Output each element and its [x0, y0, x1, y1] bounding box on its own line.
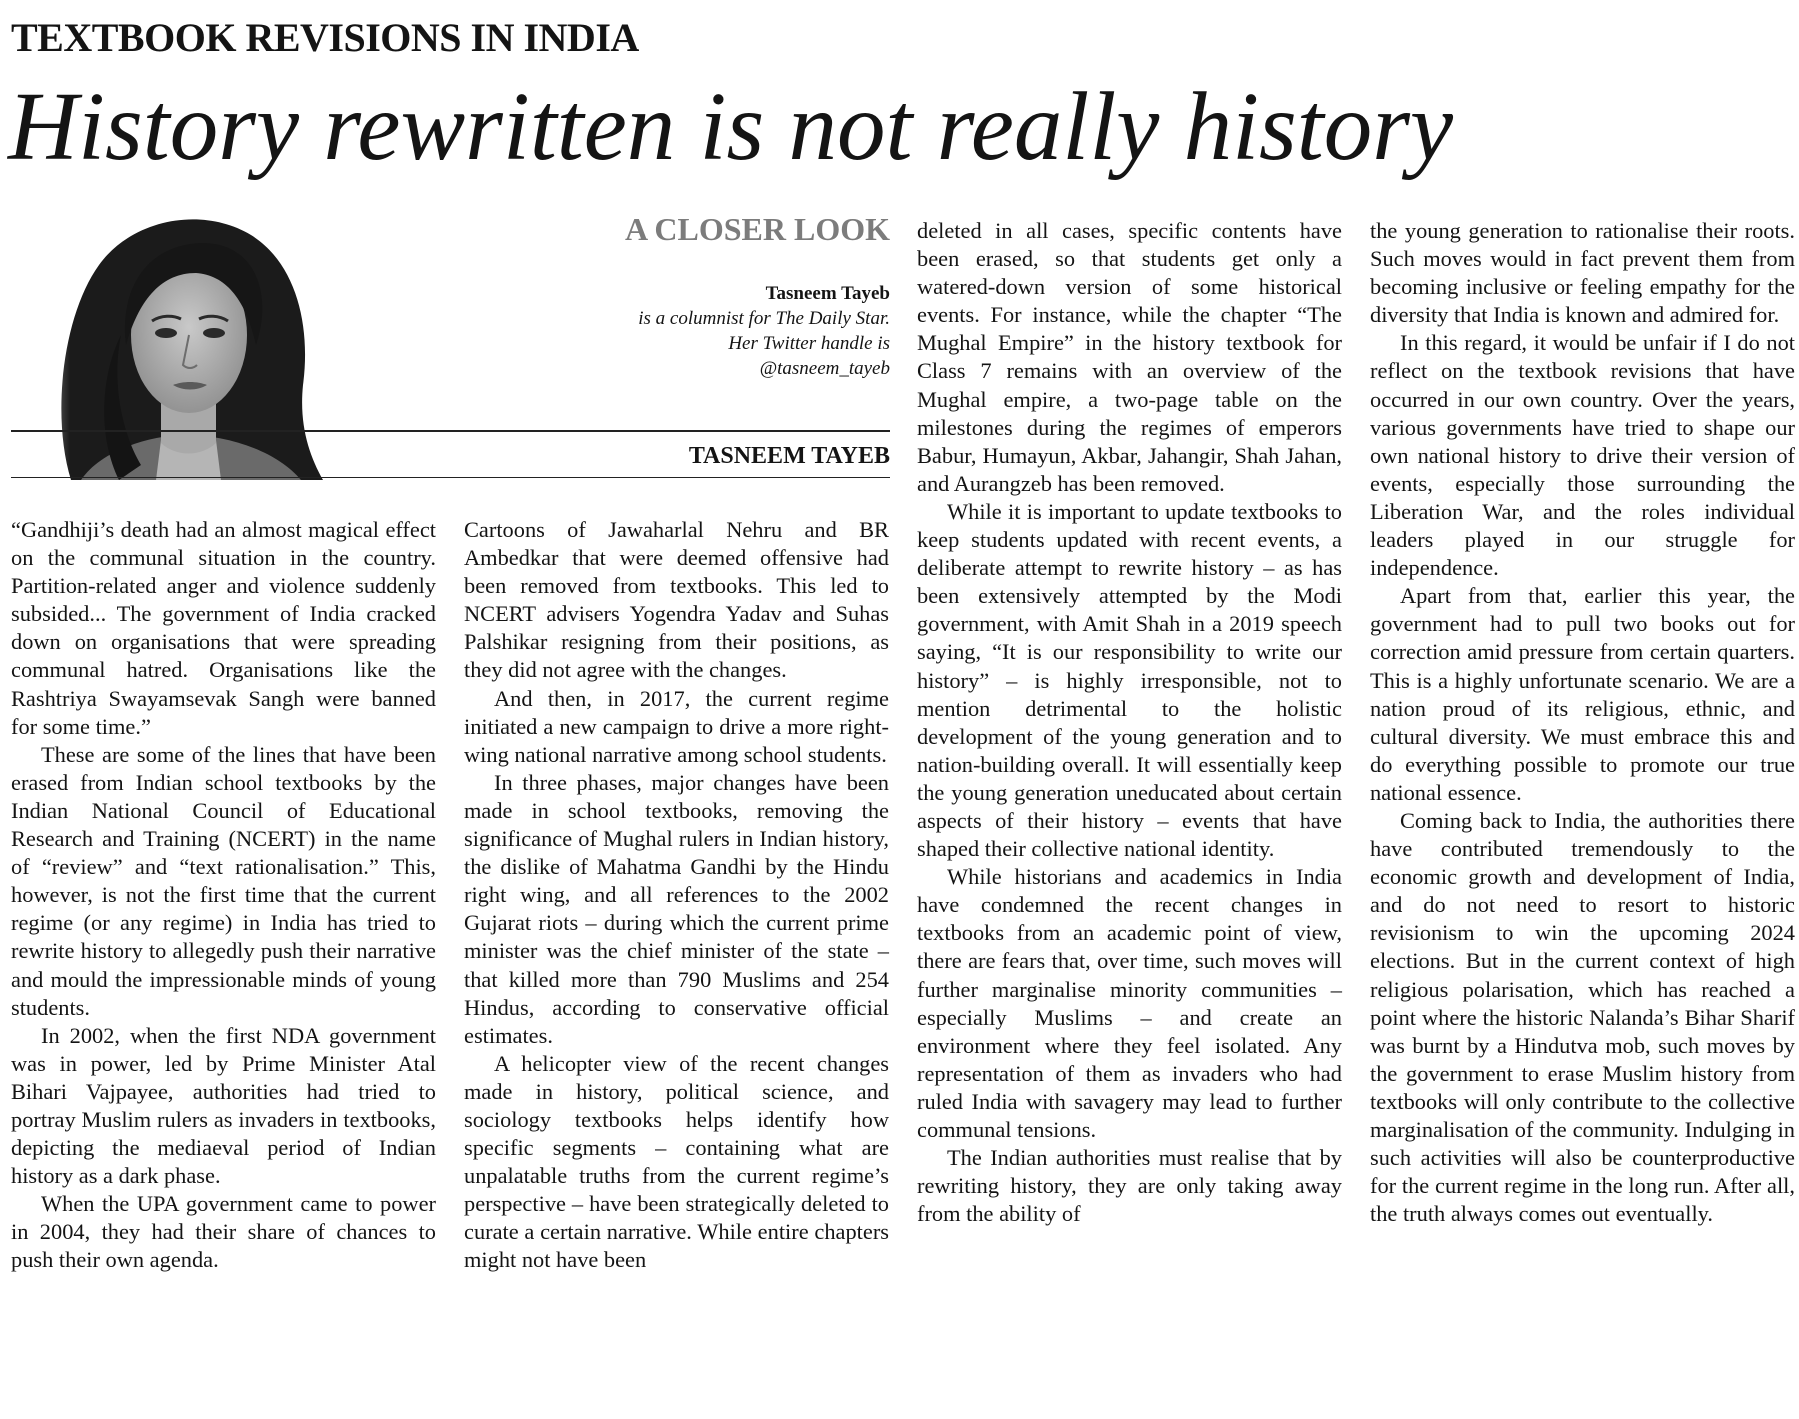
byline-rule-bottom [11, 477, 890, 478]
article-paragraph: In 2002, when the first NDA government was in power, led by Prime Minister Atal Bihari Vajpayee, authorities had tried to portray Muslim rulers as invaders in textbooks, depicting the mediaeval period of Indian history as a dark phase. [11, 1022, 436, 1189]
article-paragraph: In this regard, it would be unfair if I do not reflect on the textbook revisions that have occurred in our own country. Over the years, various governments have tried to shape our own national history to drive their version of events, especially those surrounding the Liberation War, and the roles individual leaders played in our struggle for independence. [1370, 330, 1795, 581]
article-paragraph: While it is important to update textbooks to keep students updated with recent events, a deliberate attempt to rewrite history – as has been extensively attempted by the Modi government, with Amit Shah in a 2019 speech saying, “It is our responsibility to write our history” – is highly irresponsible, not to mention detrimental to the holistic development of the young generation and to nation-building overall. It will essentially keep the young generation uneducated about certain aspects of their history – events that have shaped their collective national identity. [917, 498, 1342, 862]
article-paragraph: And then, in 2017, the current regime initiated a new campaign to drive a more right-wing national narrative among school students. [464, 685, 889, 767]
article-paragraph: Coming back to India, the authorities there have contributed tremendously to the economic growth and development of India, and do not need to resort to historic revisionism to win the upcoming 2024 elections. But in the current context of high religious polarisation, which has reached a point where the historic Nalanda’s Bihar Sharif was burnt by a Hindutva mob, such moves by the government to erase Muslim history from textbooks will only contribute to the collective marginalisation of the community. Indulging in such activities will also be counterproductive for the current regime in the long run. After all, the truth always comes out eventually. [1370, 807, 1795, 1227]
headline: History rewritten is not really history [8, 73, 1454, 180]
article-paragraph: Cartoons of Jawaharlal Nehru and BR Ambedkar that were deemed offensive had been removed from textbooks. This led to NCERT advisers Yogendra Yadav and Suhas Palshikar resigning from their positions, as they did not agree with the changes. [464, 517, 889, 683]
article-paragraph: These are some of the lines that have been erased from Indian school textbooks by the Indian National Council of Educational Research and Training (NCERT) in the name of “review” and “text rationalisation.” This, however, is not the first time that the current regime (or any regime) in India has tried to rewrite history to allegedly push their narrative and mould the impressionable minds of young students. [11, 741, 436, 1020]
article-paragraph: the young generation to rationalise their roots. Such moves would in fact prevent them from becoming inclusive or feeling empathy for the diversity that India is known and admired for. [1370, 218, 1795, 328]
article-column-4 [1370, 217, 1795, 1228]
article-column-1 [11, 516, 436, 1275]
author-bio [638, 281, 890, 381]
bio-line-1: is a columnist for The Daily Star. [638, 308, 890, 329]
article-paragraph: “Gandhiji’s death had an almost magical effect on the communal situation in the country. Partition-related anger and violence suddenly subsided... The government of India cracked down on organisations that were spreading communal hatred. Organisations like the Rashtriya Swayamsevak Sangh were banned for some time.” [11, 517, 436, 739]
kicker: TEXTBOOK REVISIONS IN INDIA [11, 15, 639, 60]
byline-rule-top [11, 430, 890, 432]
section-label: A CLOSER LOOK [625, 211, 890, 247]
article-paragraph: A helicopter view of the recent changes made in history, political science, and sociology textbooks helps identify how specific segments – containing what are unpalatable truths from the current regime’s perspective – have been strategically deleted to curate a certain narrative. While entire chapters might not have been [464, 1050, 889, 1273]
byline: TASNEEM TAYEB [688, 443, 890, 469]
article-column-3 [917, 217, 1342, 1228]
article-paragraph: While historians and academics in India have condemned the recent changes in textbooks from an academic point of view, there are fears that, over time, such moves will further marginalise minority communities – especially Muslims – and create an environment where they feel isolated. Any representation of them as invaders who had ruled India with savagery may lead to further communal tensions. [917, 864, 1342, 1142]
bio-line-3: @tasneem_tayeb [759, 358, 890, 379]
article-column-2 [464, 516, 889, 1275]
author-photo [11, 195, 339, 480]
article-paragraph: Apart from that, earlier this year, the government had to pull two books out for correction amid pressure from certain quarters. This is a highly unfortunate scenario. We are a nation proud of its religious, ethnic, and cultural diversity. We must embrace this and do everything possible to promote our true national essence. [1370, 583, 1795, 805]
bio-line-2: Her Twitter handle is [728, 333, 890, 354]
article-paragraph: In three phases, major changes have been made in school textbooks, removing the significance of Mughal rulers in Indian history, the dislike of Mahatma Gandhi by the Hindu right wing, and all references to the 2002 Gujarat riots – during which the current prime minister was the chief minister of the state – that killed more than 790 Muslims and 254 Hindus, according to conservative official estimates. [464, 769, 889, 1048]
article-paragraph: The Indian authorities must realise that by rewriting history, they are only taking away from the ability of [917, 1145, 1342, 1227]
article-paragraph: When the UPA government came to power in 2004, they had their share of chances to push their own agenda. [11, 1191, 436, 1273]
article-paragraph: deleted in all cases, specific contents have been erased, so that students get only a watered-down version of some historical events. For instance, while the chapter “The Mughal Empire” in the history textbook for Class 7 remains with an overview of the Mughal empire, a two-page table on the milestones during the regimes of emperors Babur, Humayun, Akbar, Jahangir, Shah Jahan, and Aurangzeb has been removed. [917, 218, 1342, 496]
bio-name: Tasneem Tayeb [765, 283, 890, 304]
